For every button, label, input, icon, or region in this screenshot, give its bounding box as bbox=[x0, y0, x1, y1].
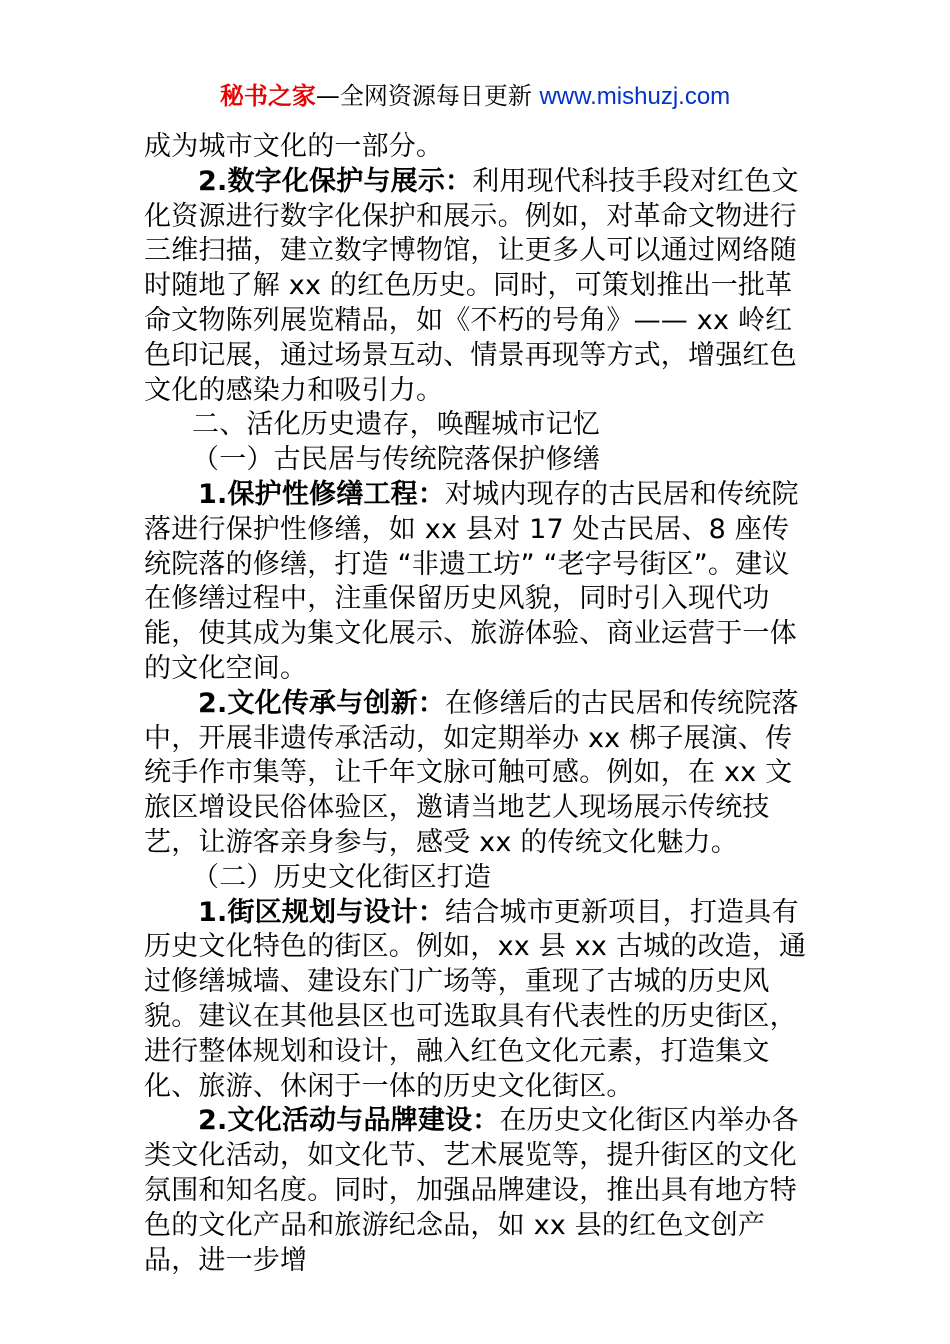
site-header bbox=[0, 78, 950, 115]
paragraph-lead: 2.文化传承与创新： bbox=[198, 687, 446, 719]
paragraph-lead: 2.文化活动与品牌建设： bbox=[198, 1105, 500, 1137]
paragraph-lead: 1.街区规划与设计： bbox=[198, 896, 446, 928]
section-heading-2 bbox=[144, 408, 814, 443]
site-url[interactable]: www.mishuzj.com bbox=[539, 83, 731, 110]
paragraph-lead: 1.保护性修缮工程： bbox=[198, 478, 446, 510]
paragraph-text: 对城内现存的古民居和传统院落进行保护性修缮，如 xx 县对 17 处古民居、8 座传统院落的修缮，打造 “非遗工坊” “老字号街区”。建议在修缮过程中，注重保留历史风貌，同时引入现代功能，使其成为集文化展示、旅游体验、商业运营于一体的文化空间。 bbox=[144, 478, 799, 684]
paragraph-restoration bbox=[144, 478, 814, 687]
subsection-heading-2 bbox=[144, 861, 814, 896]
site-brand: 秘书之家 bbox=[219, 82, 316, 110]
subsection-heading-1 bbox=[144, 443, 814, 478]
heading-text: （一）古民居与传统院落保护修缮 bbox=[192, 444, 600, 476]
paragraph-text: 在修缮后的古民居和传统院落中，开展非遗传承活动，如定期举办 xx 梆子展演、传统手作市集等，让千年文脉可触可感。例如，在 xx 文旅区增设民俗体验区，邀请当地艺人现场展示传统技艺，让游客亲身参与，感受 xx 的传统文化魅力。 bbox=[144, 687, 799, 858]
heading-text: （二）历史文化街区打造 bbox=[192, 861, 492, 893]
paragraph-lead: 2.数字化保护与展示： bbox=[198, 165, 473, 197]
paragraph-branding bbox=[144, 1104, 814, 1278]
paragraph-district-planning bbox=[144, 896, 814, 1105]
paragraph-text: 在历史文化街区内举办各类文化活动，如文化节、艺术展览等，提升街区的文化氛围和知名度。同时，加强品牌建设，推出具有地方特色的文化产品和旅游纪念品，如 xx 县的红色文创产品，进一步增 bbox=[144, 1105, 799, 1276]
paragraph-text: 成为城市文化的一部分。 bbox=[144, 131, 444, 162]
document-body bbox=[144, 130, 814, 1278]
paragraph-text: 利用现代科技手段对红色文化资源进行数字化保护和展示。例如，对革命文物进行三维扫描，建立数字博物馆，让更多人可以通过网络随时随地了解 xx 的红色历史。同时，可策划推出一批革命文物陈列展览精品，如《不朽的号角》—— xx 岭红色印记展，通过场景互动、情景再现等方式，增强红色文化的感染力和吸引力。 bbox=[144, 165, 799, 406]
paragraph-continuation bbox=[144, 130, 814, 165]
paragraph-text: 结合城市更新项目，打造具有历史文化特色的街区。例如，xx 县 xx 古城的改造，通过修缮城墙、建设东门广场等，重现了古城的历史风貌。建议在其他县区也可选取具有代表性的历史街区，进行整体规划和设计，融入红色文化元素，打造集文化、旅游、休闲于一体的历史文化街区。 bbox=[144, 896, 807, 1102]
paragraph-heritage bbox=[144, 687, 814, 861]
site-tagline: —全网资源每日更新 bbox=[315, 82, 532, 110]
heading-text: 二、活化历史遗存，唤醒城市记忆 bbox=[192, 409, 600, 441]
paragraph-digital-protection bbox=[144, 165, 814, 409]
